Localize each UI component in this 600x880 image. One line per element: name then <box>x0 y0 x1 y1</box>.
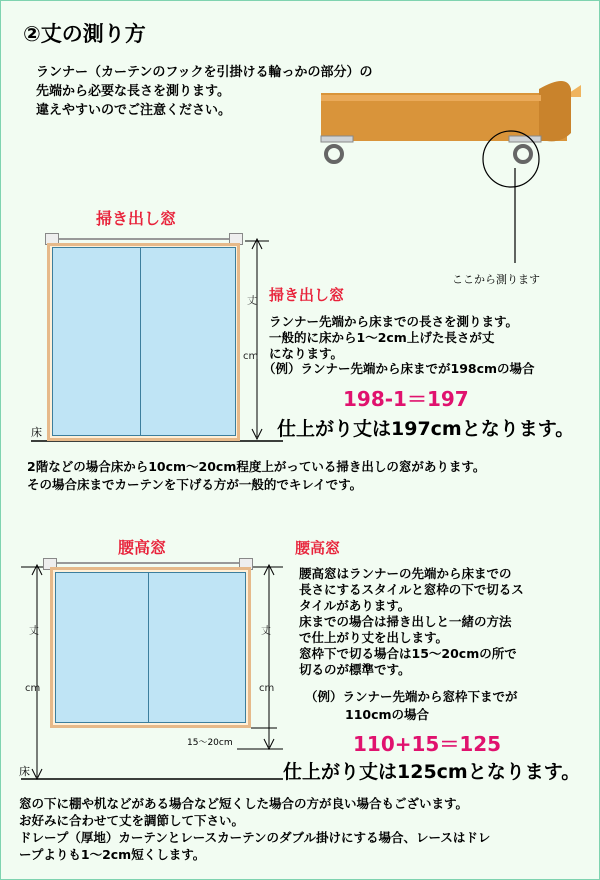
koshidaka-example-1: （例）ランナー先端から窓枠下までが <box>305 689 518 704</box>
koshidaka-diagram-lines <box>1 1 600 880</box>
hakidashi-note-2: その場合床までカーテンを下げる方が一般的でキレイです。 <box>27 477 363 492</box>
intro-line-1: ランナー（カーテンのフックを引掛ける輪っかの部分）の <box>36 65 373 80</box>
footer-line-4: ープよりも1～2cm短くします。 <box>19 847 206 862</box>
hakidashi-heading: 掃き出し窓 <box>96 209 177 228</box>
hakidashi-side-label: 掃き出し窓 <box>269 286 345 304</box>
koshidaka-formula: 110+15＝125 <box>353 732 502 756</box>
rail-caption: ここから測ります <box>452 273 540 286</box>
koshidaka-desc-7: 切るのが標準です。 <box>299 662 411 677</box>
koshidaka-example-2: 110cmの場合 <box>345 707 430 722</box>
koshidaka-desc-2: 長さにするスタイルと窓枠の下で切るス <box>299 582 524 597</box>
koshidaka-desc-6: 窓枠下で切る場合は15～20cmの所で <box>299 646 517 661</box>
koshidaka-pane-left <box>55 572 150 723</box>
footer-line-2: お好みに合わせて丈を調節して下さい。 <box>19 813 245 828</box>
hakidashi-dim-label-bottom: cm <box>243 351 259 362</box>
hakidashi-dim-label-top: 丈 <box>247 296 257 307</box>
koshidaka-desc-5: で仕上がり丈を出します。 <box>299 630 449 645</box>
koshidaka-heading: 腰高窓 <box>118 538 167 557</box>
hakidashi-desc-2: 一般的に床から1～2cm上げた長さが丈 <box>269 330 495 345</box>
hakidashi-result: 仕上がり丈は197cmとなります。 <box>277 418 575 440</box>
hakidashi-note-1: 2階などの場合床から10cm～20cm程度上がっている掃き出しの窓があります。 <box>27 459 486 474</box>
hakidashi-formula: 198-1＝197 <box>343 387 469 411</box>
koshidaka-dim-right-bottom: cm <box>259 683 275 694</box>
hakidashi-desc-1: ランナー先端から床までの長さを測ります。 <box>269 314 519 329</box>
koshidaka-desc-3: タイルがあります。 <box>299 598 411 613</box>
koshidaka-floor-label: 床 <box>19 765 30 778</box>
footer-line-3: ドレープ（厚地）カーテンとレースカーテンのダブル掛けにする場合、レースはドレ <box>19 830 491 845</box>
koshidaka-side-label: 腰高窓 <box>295 539 341 557</box>
koshidaka-dim-right-top: 丈 <box>261 626 271 637</box>
hakidashi-desc-4: （例）ランナー先端から床までが198cmの場合 <box>263 361 535 376</box>
page-title: ②丈の測り方 <box>23 22 146 46</box>
koshidaka-pane-right <box>148 572 246 723</box>
koshidaka-desc-1: 腰高窓はランナーの先端から床までの <box>299 566 512 581</box>
hakidashi-floor-label: 床 <box>31 426 42 439</box>
koshidaka-result: 仕上がり丈は125cmとなります。 <box>283 761 581 783</box>
footer-line-1: 窓の下に棚や机などがある場合など短くした場合の方が良い場合もございます。 <box>19 796 469 811</box>
hakidashi-desc-3: になります。 <box>269 346 344 361</box>
koshidaka-gap-label: 15～20cm <box>187 738 233 748</box>
intro-line-2: 先端から必要な長さを測ります。 <box>36 84 230 99</box>
koshidaka-desc-4: 床までの場合は掃き出しと一緒の方法 <box>299 614 512 629</box>
koshidaka-dim-left-top: 丈 <box>29 626 39 637</box>
koshidaka-dim-left-bottom: cm <box>25 683 41 694</box>
intro-line-3: 違えやすいのでご注意ください。 <box>36 103 232 118</box>
